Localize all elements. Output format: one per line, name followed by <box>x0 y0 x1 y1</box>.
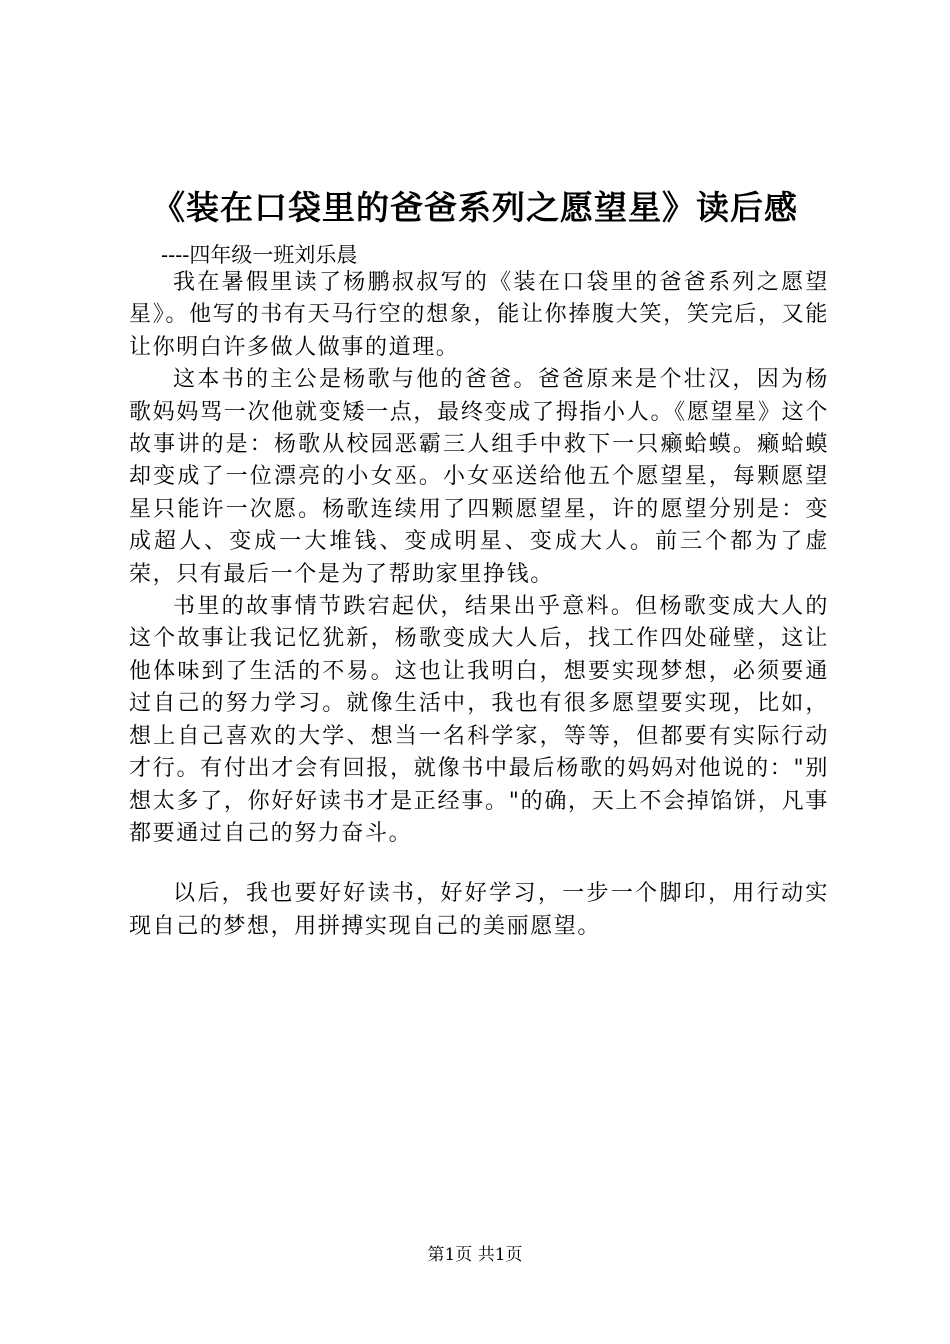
author-line: ----四年级一班刘乐晨 <box>161 243 358 267</box>
paragraph-2: 这本书的主公是杨歌与他的爸爸。爸爸原来是个壮汉，因为杨歌妈妈骂一次他就变矮一点，最终变成了拇指小人。《愿望星》这个故事讲的是：杨歌从校园恶霸三人组手中救下一只癞蛤蟆。癞蛤蟆却变成了一位漂亮的小女巫。小女巫送给他五个愿望星，每颗愿望星只能许一次愿。杨歌连续用了四颗愿望星，许的愿望分别是：变成超人、变成一大堆钱、变成明星、变成大人。前三个都为了虚荣，只有最后一个是为了帮助家里挣钱。 <box>129 367 829 587</box>
page-footer: 第1页 共1页 <box>427 1245 523 1265</box>
essay-body <box>129 267 829 943</box>
paragraph-3: 书里的故事情节跌宕起伏，结果出乎意料。但杨歌变成大人的这个故事让我记忆犹新，杨歌变成大人后，找工作四处碰壁，这让他体味到了生活的不易。这也让我明白，想要实现梦想，必须要通过自己的努力学习。就像生活中，我也有很多愿望要实现，比如，想上自己喜欢的大学、想当一名科学家，等等，但都要有实际行动才行。有付出才会有回报，就像书中最后杨歌的妈妈对他说的："别想太多了，你好好读书才是正经事。"的确，天上不会掉馅饼，凡事都要通过自己的努力奋斗。 <box>129 594 829 846</box>
paragraph-4: 以后，我也要好好读书，好好学习，一步一个脚印，用行动实现自己的梦想，用拼搏实现自己的美丽愿望。 <box>129 881 829 939</box>
page-title: 《装在口袋里的爸爸系列之愿望星》读后感 <box>152 188 798 227</box>
paragraph-1: 我在暑假里读了杨鹏叔叔写的《装在口袋里的爸爸系列之愿望星》。他写的书有天马行空的想象，能让你捧腹大笑，笑完后，又能让你明白许多做人做事的道理。 <box>129 270 829 360</box>
